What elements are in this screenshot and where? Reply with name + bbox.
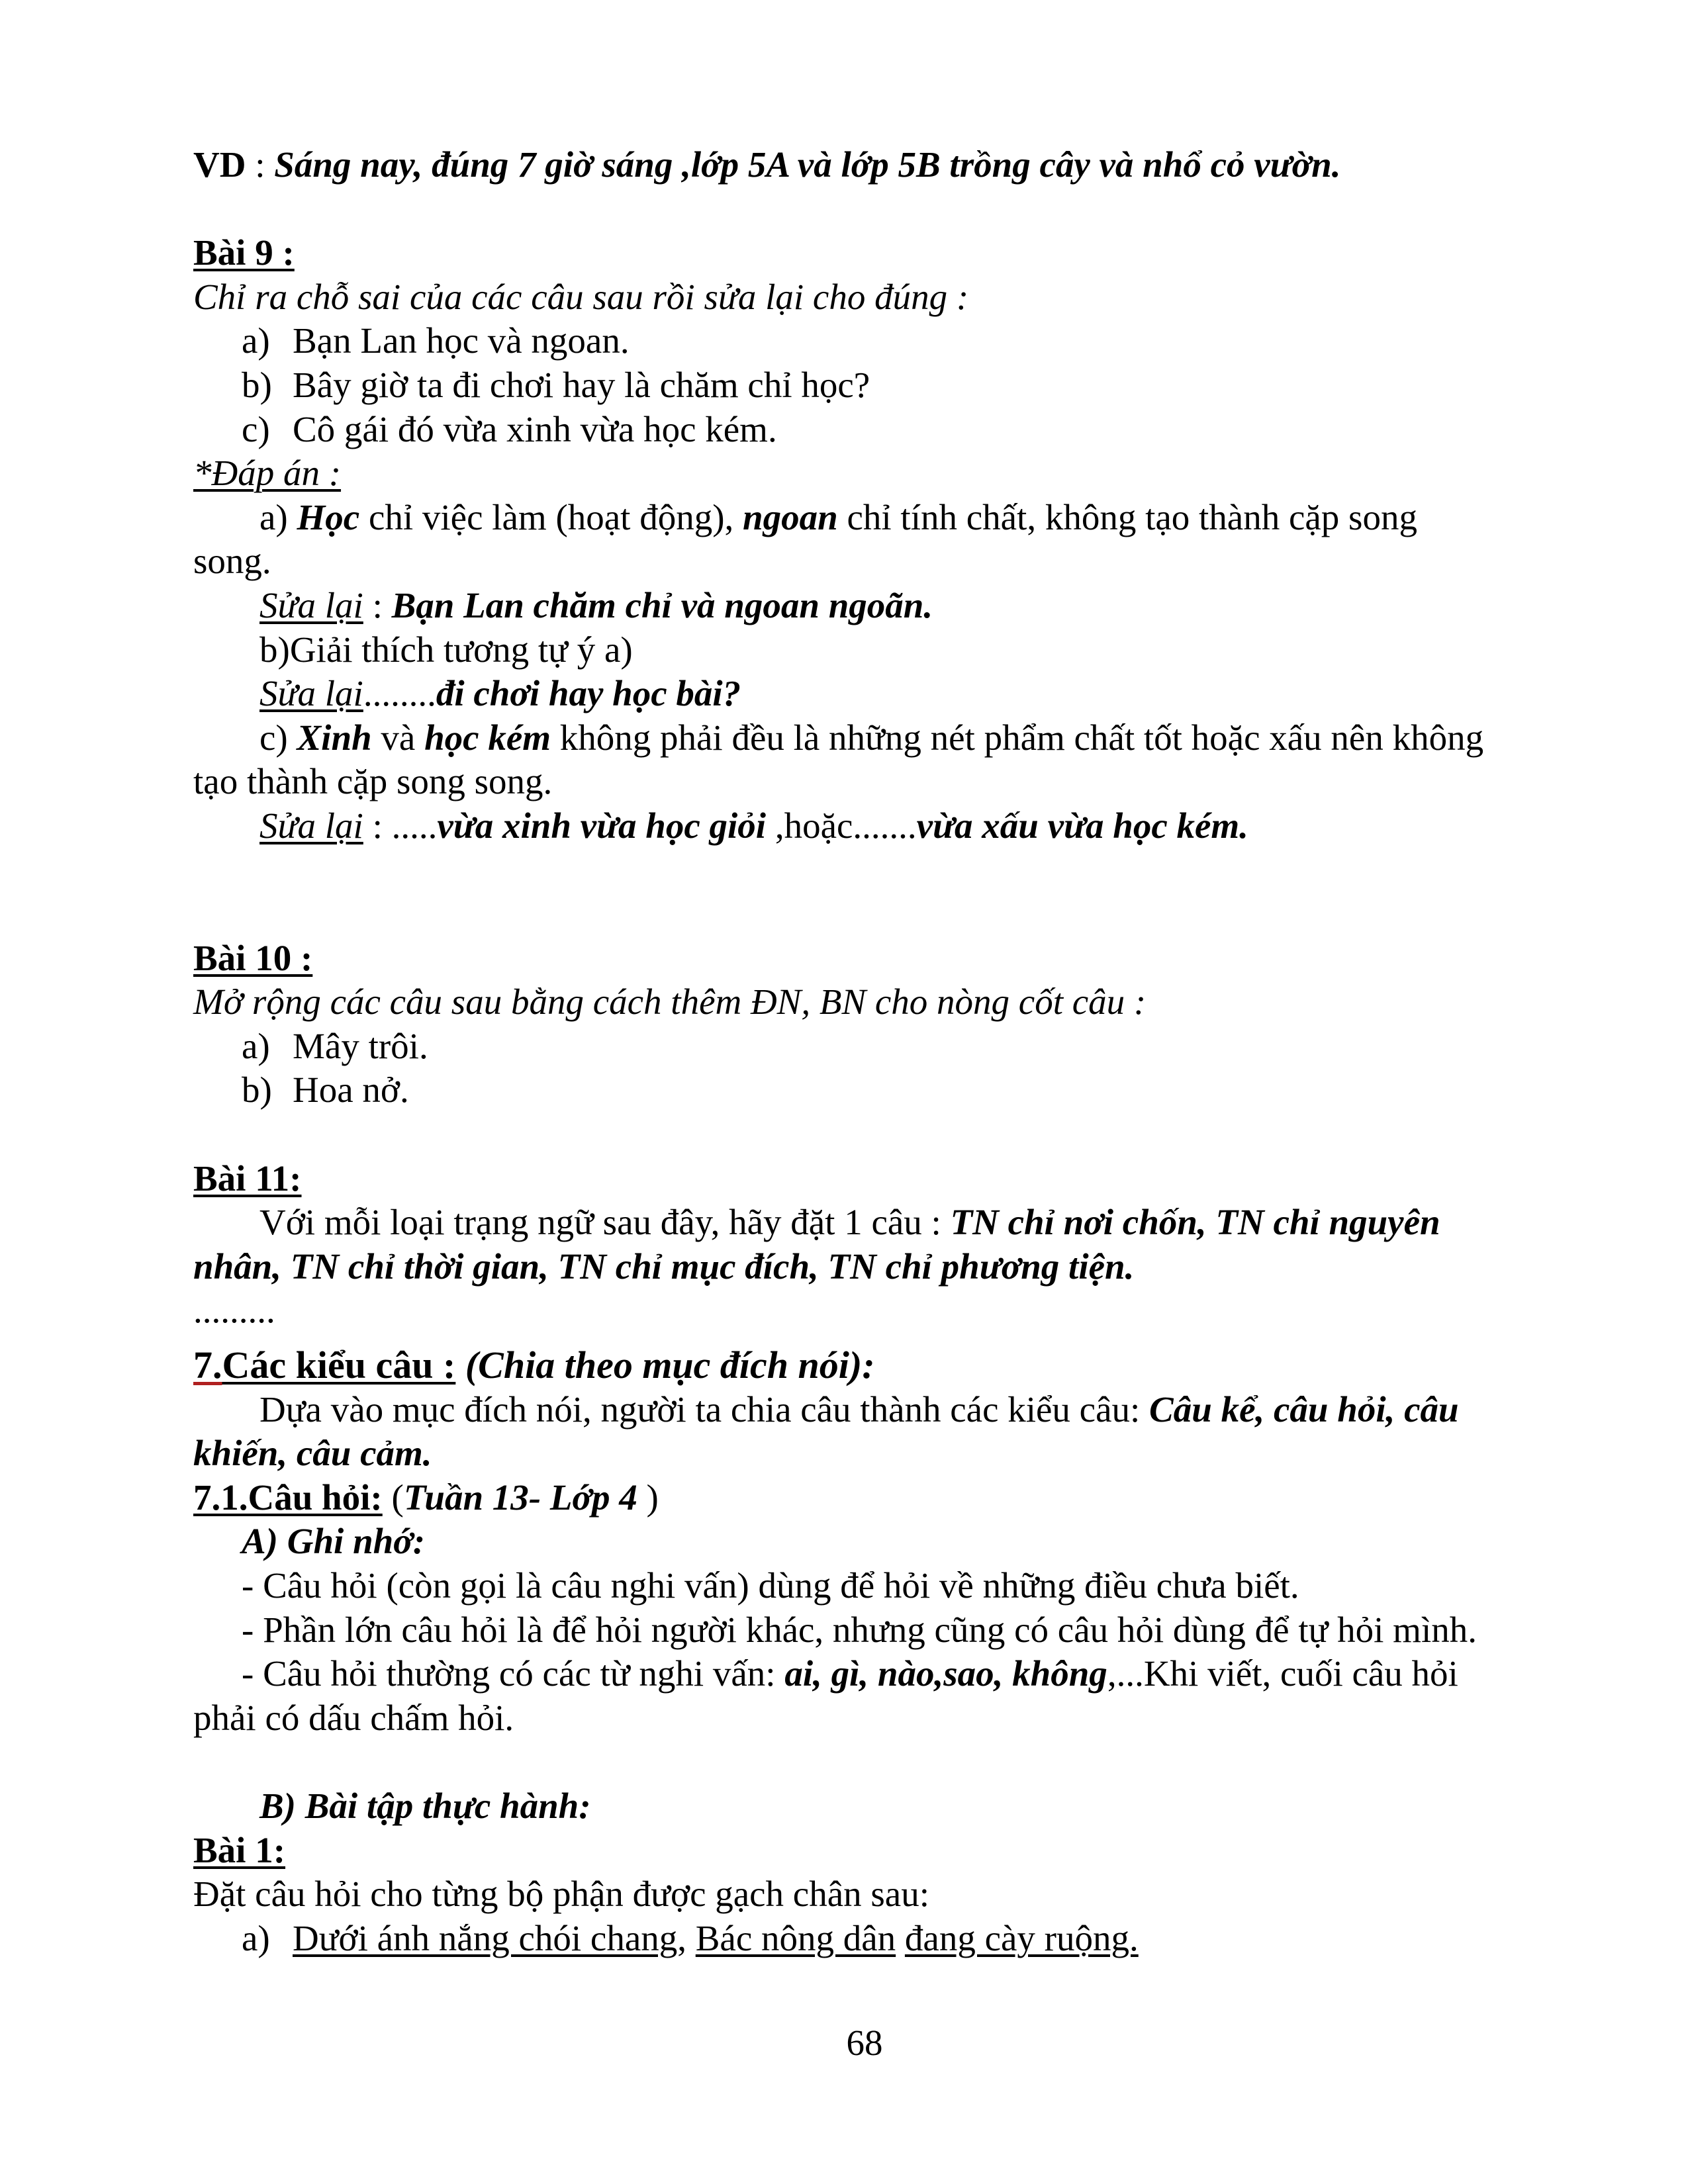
text-segment: ,...Khi viết, cuối câu hỏi [1107, 1653, 1458, 1694]
text-line [193, 760, 1570, 804]
text-segment: TN chỉ nơi chốn, TN chỉ nguyên [950, 1202, 1440, 1243]
text-line [193, 496, 1570, 540]
blank-line [193, 1113, 1570, 1157]
text-segment: học kém [424, 717, 551, 758]
text-segment: ........ [363, 673, 436, 714]
text-line [193, 1157, 1570, 1201]
text-segment: (Chia theo mục đích nói): [455, 1343, 875, 1387]
blank-line [193, 187, 1570, 232]
text-segment: Mây trôi. [293, 1025, 428, 1066]
text-line [193, 980, 1570, 1024]
text-line [193, 1343, 1570, 1388]
text-segment: Đặt câu hỏi cho từng bộ phận được gạch chân sau [193, 1874, 919, 1915]
text-segment: Bài 10 : [193, 937, 313, 978]
blank-line [193, 892, 1570, 936]
text-segment: A) Ghi nhớ: [242, 1521, 426, 1562]
list-label: b) [242, 1069, 272, 1111]
text-line [193, 275, 1570, 320]
text-line [193, 1696, 1570, 1741]
text-segment: đang cày ruộng. [904, 1917, 1139, 1958]
text-line [193, 1520, 1570, 1564]
text-line [193, 1432, 1570, 1476]
text-segment: 7. [193, 1343, 222, 1387]
list-label: a) [242, 320, 270, 361]
text-segment: đi chơi hay học bài? [436, 673, 741, 714]
text-line [193, 628, 1570, 672]
text-segment: Câu kể, câu hỏi, câu [1149, 1388, 1459, 1430]
text-segment: 7.1. [193, 1477, 248, 1518]
text-segment: Các kiểu câu : [222, 1343, 456, 1387]
text-segment: a) [259, 496, 297, 537]
text-segment: ......... [193, 1290, 275, 1331]
text-segment: Cô gái đó vừa xinh vừa học kém. [293, 408, 777, 449]
text-segment: và [371, 717, 425, 758]
text-line [193, 1917, 1570, 1961]
text-line [193, 231, 1570, 275]
document-body [193, 143, 1570, 1960]
text-line [193, 1289, 1570, 1333]
text-segment: b)Giải thích tương tự ý a) [259, 629, 633, 670]
text-segment: - Câu hỏi thường có các từ nghi vấn: [242, 1653, 785, 1694]
text-segment: B) Bài tập thực hành: [259, 1785, 591, 1826]
text-segment: không phải đều là những nét phẩm chất tốt hoặc xấu nên không [551, 717, 1484, 758]
text-line [193, 363, 1570, 408]
text-segment: VD [193, 144, 246, 185]
text-segment: song. [193, 541, 271, 582]
text-segment: - Câu hỏi (còn gọi là câu nghi vấn) dùng để hỏi về những điều chưa biết. [242, 1565, 1299, 1606]
text-segment: Dưới ánh nắng chói chang [293, 1917, 678, 1958]
text-line [193, 716, 1570, 760]
text-line [193, 1245, 1570, 1289]
text-line [193, 1784, 1570, 1829]
text-segment: phải có dấu chấm hỏi. [193, 1697, 514, 1738]
text-line [193, 1608, 1570, 1653]
text-segment: Hoa nở. [293, 1069, 409, 1111]
text-segment: khiến, câu cảm. [193, 1433, 432, 1474]
list-label: c) [242, 408, 270, 449]
text-line [193, 319, 1570, 363]
text-segment: : ..... [363, 805, 438, 846]
text-line [193, 408, 1570, 452]
text-segment: Dựa vào mục đích nói, người ta chia câu thành các kiểu câu: [259, 1388, 1150, 1430]
text-segment: : [919, 1874, 929, 1915]
text-line [193, 143, 1570, 187]
text-segment: Sửa lại [259, 584, 363, 625]
text-segment: : [363, 584, 392, 625]
text-segment: Với mỗi loại trạng ngữ sau đây, hãy đặt 1 câu : [259, 1202, 951, 1243]
text-line [193, 1564, 1570, 1608]
text-segment: vừa xấu vừa học kém. [916, 805, 1248, 846]
text-line [193, 1872, 1570, 1917]
text-segment: ) [637, 1477, 659, 1518]
text-segment: Xinh [297, 717, 372, 758]
list-label: b) [242, 364, 272, 405]
text-line [193, 1024, 1570, 1069]
text-line [193, 672, 1570, 716]
text-segment: ngoan [743, 496, 838, 537]
text-segment: Bạn Lan học và ngoan. [293, 320, 630, 361]
text-segment: Mở rộng các câu sau bằng cách thêm ĐN, BN cho nòng cốt câu : [193, 981, 1147, 1023]
text-segment: Học [297, 496, 360, 537]
text-line [193, 584, 1570, 628]
text-segment: Bây giờ ta đi chơi hay là chăm chỉ học? [293, 364, 870, 405]
list-label: a) [242, 1917, 270, 1958]
text-line [193, 451, 1570, 496]
text-segment [896, 1918, 905, 1958]
text-line [193, 1388, 1570, 1432]
text-line [193, 1829, 1570, 1873]
text-segment: c) [259, 717, 297, 758]
text-line [193, 1476, 1570, 1520]
text-segment: Câu hỏi: [248, 1477, 383, 1518]
text-segment: vừa xinh vừa học giỏi [437, 805, 767, 846]
text-segment: Sáng nay, đúng 7 giờ sáng ,lớp 5A và lớp 5B trồng cây và nhổ cỏ vườn. [274, 144, 1341, 185]
text-line [193, 936, 1570, 981]
text-segment: ai, gì, nào,sao, không [784, 1653, 1107, 1694]
text-line [193, 804, 1570, 848]
text-segment: Chỉ ra chỗ sai của các câu sau rồi sửa lại cho đúng : [193, 276, 969, 317]
text-segment: tạo thành cặp song song. [193, 761, 553, 802]
text-segment: Bạn Lan chăm chỉ và ngoan ngoãn. [391, 584, 933, 625]
text-segment: : [246, 144, 275, 185]
text-line [193, 1201, 1570, 1245]
text-segment: chỉ tính chất, không tạo thành cặp song [837, 496, 1417, 537]
text-line [193, 1652, 1570, 1696]
text-segment: Bài 11: [193, 1158, 302, 1199]
text-line [193, 539, 1570, 584]
page-number: 68 [846, 2023, 883, 2063]
text-segment: Sửa lại [259, 673, 363, 714]
text-segment: Bài 9 : [193, 232, 295, 273]
text-segment: , [677, 1917, 696, 1958]
list-label: a) [242, 1025, 270, 1066]
blank-line [193, 1740, 1570, 1784]
text-segment: Bài 1: [193, 1829, 286, 1870]
blank-line [193, 848, 1570, 893]
text-segment: chỉ việc làm (hoạt động), [359, 496, 743, 537]
text-segment: nhân, TN chỉ thời gian, TN chỉ mục đích, TN chỉ phương tiện. [193, 1246, 1135, 1287]
text-segment: *Đáp án : [193, 453, 342, 494]
text-segment: ,hoặc....... [766, 805, 917, 846]
text-segment: - Phần lớn câu hỏi là để hỏi người khác, nhưng cũng có câu hỏi dùng để tự hỏi mình. [242, 1609, 1477, 1650]
text-line [193, 1068, 1570, 1113]
text-segment: Tuần 13- Lớp 4 [403, 1477, 637, 1518]
text-segment: ( [382, 1477, 404, 1518]
text-segment: Bác nông dân [695, 1917, 896, 1958]
text-segment: Sửa lại [259, 805, 363, 846]
